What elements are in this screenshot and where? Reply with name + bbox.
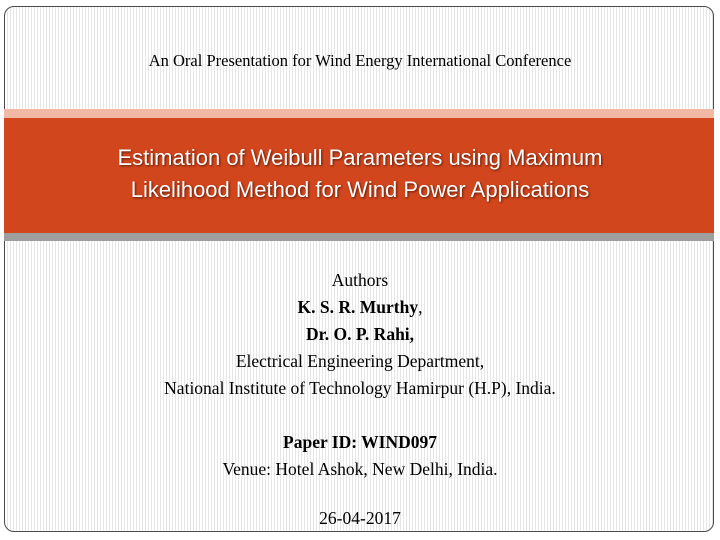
slide-title — [0, 142, 720, 206]
author-1 — [0, 297, 720, 318]
title-band-bottom-stripe — [4, 233, 714, 241]
conference-caption: An Oral Presentation for Wind Energy International Conference — [148, 51, 572, 70]
venue: Venue: Hotel Ashok, New Delhi, India. — [222, 459, 498, 479]
institute: National Institute of Technology Hamirpur (H.P), India. — [164, 378, 556, 398]
author-2-name: Dr. O. P. Rahi, — [305, 324, 415, 344]
slide-frame — [4, 6, 714, 532]
department: Electrical Engineering Department, — [235, 351, 485, 371]
author-1-name: K. S. R. Murthy — [297, 297, 419, 317]
author-1-comma: , — [418, 297, 423, 317]
paper-id: Paper ID: WIND097 — [283, 432, 437, 452]
slide-title-line-2: Likelihood Method for Wind Power Applications — [130, 177, 590, 202]
presentation-date: 26-04-2017 — [319, 508, 401, 528]
authors-heading: Authors — [331, 270, 389, 290]
slide-title-line-1: Estimation of Weibull Parameters using Maximum — [117, 145, 603, 170]
title-band-top-stripe — [4, 109, 714, 118]
